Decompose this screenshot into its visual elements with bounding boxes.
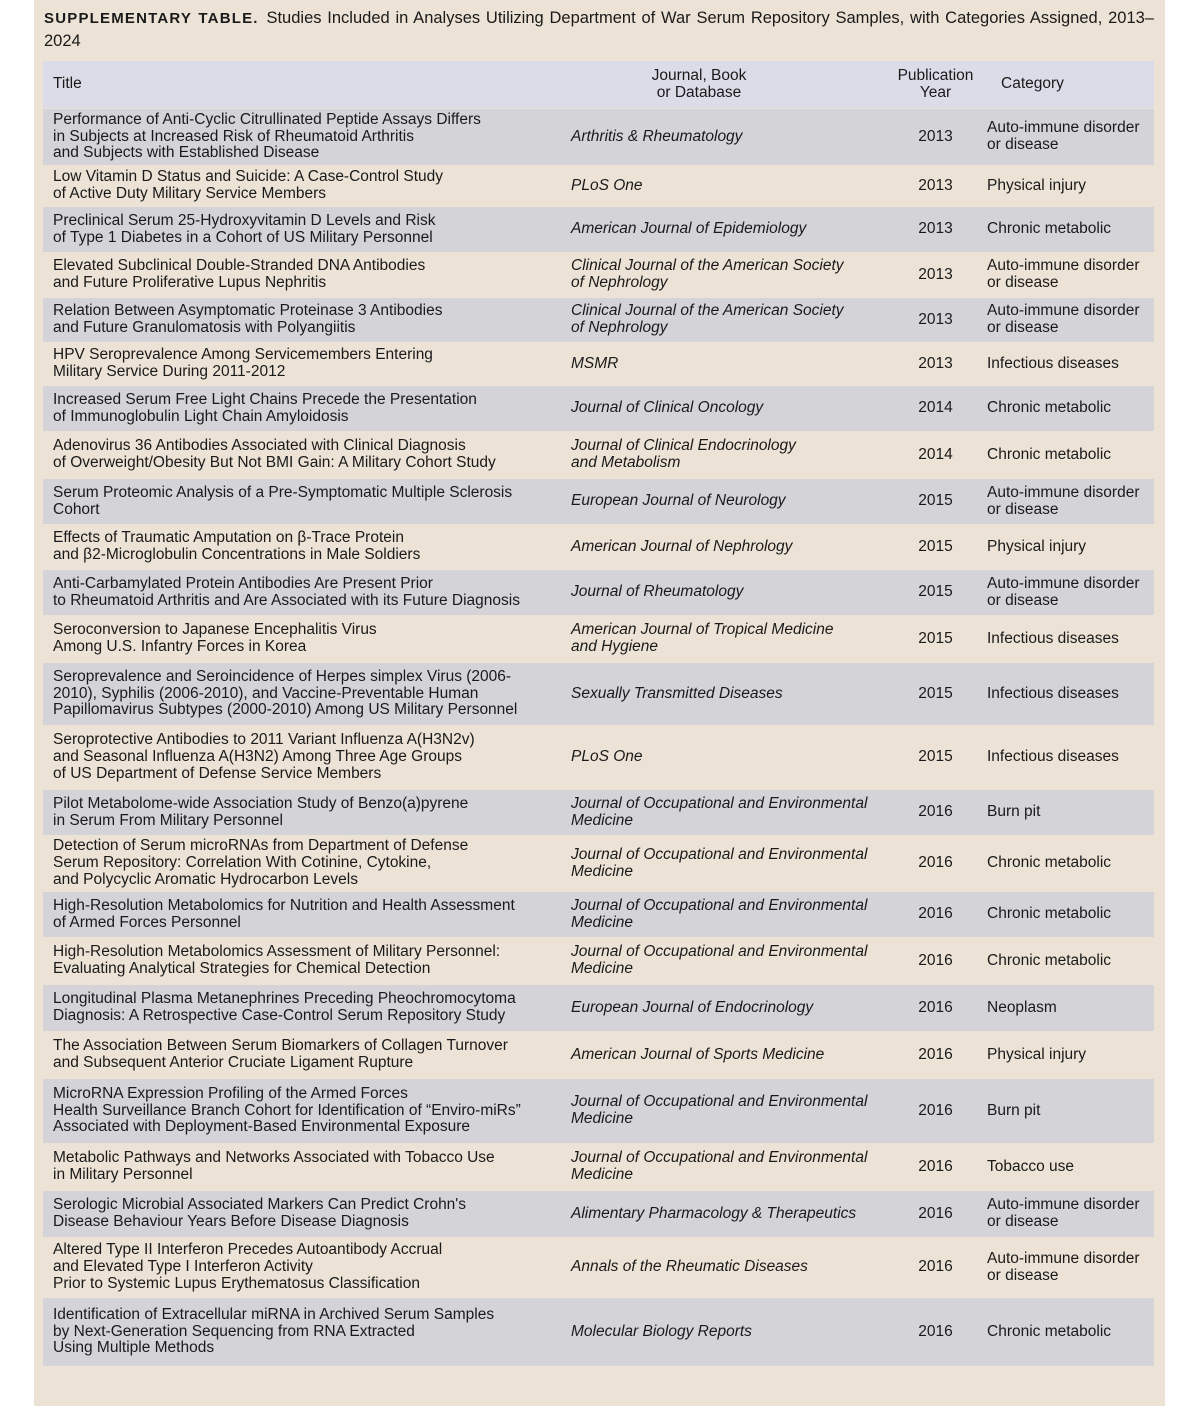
table-row <box>43 938 1154 985</box>
cell-journal: Molecular Biology Reports <box>560 1298 888 1367</box>
cell-category: Chronic metabolic <box>983 432 1154 479</box>
table-header-row <box>43 61 1154 109</box>
cell-category: Burn pit <box>983 790 1154 836</box>
cell-journal: Journal of Occupational and Environmental Medicine <box>560 938 888 985</box>
table-row <box>43 343 1154 386</box>
cell-category: Auto-immune disorder or disease <box>983 1191 1154 1238</box>
cell-journal: Arthritis & Rheumatology <box>560 109 888 166</box>
cell-year: 2016 <box>888 892 983 938</box>
cell-year: 2016 <box>888 1238 983 1298</box>
cell-year: 2015 <box>888 570 983 616</box>
cell-category: Auto-immune disorder or disease <box>983 479 1154 525</box>
table-row <box>43 726 1154 790</box>
cell-year: 2016 <box>888 1144 983 1191</box>
cell-year: 2016 <box>888 1079 983 1144</box>
cell-title: Longitudinal Plasma Metanephrines Preceding Pheochromocytoma Diagnosis: A Retrospective Case-Control Serum Repository Study <box>43 985 560 1032</box>
header-journal <box>560 61 888 109</box>
cell-year: 2015 <box>888 616 983 663</box>
cell-title: Low Vitamin D Status and Suicide: A Case-Control Study of Active Duty Military Service Members <box>43 166 560 207</box>
cell-journal: Journal of Clinical Endocrinology and Metabolism <box>560 432 888 479</box>
cell-year: 2015 <box>888 525 983 570</box>
table-row <box>43 1032 1154 1079</box>
header-journal-label: Journal, Book or Database <box>651 67 747 101</box>
cell-journal: Journal of Occupational and Environmental Medicine <box>560 1144 888 1191</box>
cell-year: 2016 <box>888 790 983 836</box>
table-row <box>43 836 1154 892</box>
cell-journal: European Journal of Endocrinology <box>560 985 888 1032</box>
cell-category: Neoplasm <box>983 985 1154 1032</box>
cell-category: Chronic metabolic <box>983 1298 1154 1367</box>
cell-year: 2013 <box>888 253 983 298</box>
table-row <box>43 790 1154 836</box>
cell-year: 2013 <box>888 166 983 207</box>
table-row <box>43 1191 1154 1238</box>
cell-journal: PLoS One <box>560 166 888 207</box>
cell-title: Seroprotective Antibodies to 2011 Variant Influenza A(H3N2v) and Seasonal Influenza A(H3N2) Among Three Age Groups of US Department of Defense Service Members <box>43 726 560 790</box>
cell-journal: European Journal of Neurology <box>560 479 888 525</box>
cell-journal: American Journal of Nephrology <box>560 525 888 570</box>
cell-category: Chronic metabolic <box>983 836 1154 892</box>
cell-title: High-Resolution Metabolomics Assessment of Military Personnel: Evaluating Analytical Strategies for Chemical Detection <box>43 938 560 985</box>
cell-journal: Annals of the Rheumatic Diseases <box>560 1238 888 1298</box>
cell-journal: Journal of Occupational and Environmental Medicine <box>560 836 888 892</box>
cell-year: 2015 <box>888 663 983 726</box>
table-caption <box>44 7 1154 52</box>
cell-year: 2013 <box>888 207 983 253</box>
cell-journal: Journal of Rheumatology <box>560 570 888 616</box>
cell-title: Adenovirus 36 Antibodies Associated with Clinical Diagnosis of Overweight/Obesity But Not BMI Gain: A Military Cohort Study <box>43 432 560 479</box>
cell-year: 2015 <box>888 479 983 525</box>
table-row <box>43 432 1154 479</box>
cell-year: 2016 <box>888 1298 983 1367</box>
cell-title: MicroRNA Expression Profiling of the Armed Forces Health Surveillance Branch Cohort for Identification of “Enviro-miRs” Associated with Deployment-Based Environmental Exposure <box>43 1079 560 1144</box>
table-row <box>43 386 1154 432</box>
cell-title: Seroconversion to Japanese Encephalitis Virus Among U.S. Infantry Forces in Korea <box>43 616 560 663</box>
cell-category: Auto-immune disorder or disease <box>983 1238 1154 1298</box>
cell-journal: American Journal of Tropical Medicine and Hygiene <box>560 616 888 663</box>
table-row <box>43 892 1154 938</box>
cell-journal: American Journal of Sports Medicine <box>560 1032 888 1079</box>
cell-journal: PLoS One <box>560 726 888 790</box>
cell-year: 2014 <box>888 386 983 432</box>
cell-title: Preclinical Serum 25-Hydroxyvitamin D Levels and Risk of Type 1 Diabetes in a Cohort of US Military Personnel <box>43 207 560 253</box>
cell-category: Chronic metabolic <box>983 207 1154 253</box>
table-row <box>43 1298 1154 1367</box>
table-row <box>43 616 1154 663</box>
table-row <box>43 109 1154 166</box>
cell-title: High-Resolution Metabolomics for Nutrition and Health Assessment of Armed Forces Personnel <box>43 892 560 938</box>
cell-title: Metabolic Pathways and Networks Associated with Tobacco Use in Military Personnel <box>43 1144 560 1191</box>
cell-year: 2016 <box>888 938 983 985</box>
cell-journal: Journal of Occupational and Environmental Medicine <box>560 892 888 938</box>
cell-title: Seroprevalence and Seroincidence of Herpes simplex Virus (2006- 2010), Syphilis (2006-2010), and Vaccine-Preventable Human Papillomavirus Subtypes (2000-2010) Among US Military Personnel <box>43 663 560 726</box>
caption-lead: SUPPLEMENTARY TABLE. <box>44 10 259 27</box>
cell-year: 2013 <box>888 343 983 386</box>
table-row <box>43 525 1154 570</box>
cell-year: 2014 <box>888 432 983 479</box>
cell-year: 2013 <box>888 109 983 166</box>
cell-title: Anti-Carbamylated Protein Antibodies Are Present Prior to Rheumatoid Arthritis and Are Associated with its Future Diagnosis <box>43 570 560 616</box>
cell-category: Auto-immune disorder or disease <box>983 109 1154 166</box>
table-row <box>43 479 1154 525</box>
cell-year: 2013 <box>888 298 983 343</box>
supplementary-table-panel <box>34 0 1165 1406</box>
cell-category: Burn pit <box>983 1079 1154 1144</box>
cell-title: Serum Proteomic Analysis of a Pre-Symptomatic Multiple Sclerosis Cohort <box>43 479 560 525</box>
cell-title: Effects of Traumatic Amputation on β-Trace Protein and β2-Microglobulin Concentrations in Male Soldiers <box>43 525 560 570</box>
table-row <box>43 663 1154 726</box>
cell-year: 2016 <box>888 1032 983 1079</box>
header-year <box>888 61 983 109</box>
header-category <box>983 61 1154 109</box>
table-row <box>43 298 1154 343</box>
cell-category: Auto-immune disorder or disease <box>983 570 1154 616</box>
header-category-label: Category <box>1001 75 1064 93</box>
cell-title: Increased Serum Free Light Chains Precede the Presentation of Immunoglobulin Light Chain Amyloidosis <box>43 386 560 432</box>
caption-text: Studies Included in Analyses Utilizing Department of War Serum Repository Samples, with Categories Assigned, 2013–2024 <box>44 9 1154 50</box>
cell-journal: Journal of Clinical Oncology <box>560 386 888 432</box>
table-row <box>43 207 1154 253</box>
cell-category: Chronic metabolic <box>983 892 1154 938</box>
cell-journal: Journal of Occupational and Environmental Medicine <box>560 790 888 836</box>
table-row <box>43 1238 1154 1298</box>
cell-category: Infectious diseases <box>983 343 1154 386</box>
cell-title: Serologic Microbial Associated Markers Can Predict Crohn's Disease Behaviour Years Before Disease Diagnosis <box>43 1191 560 1238</box>
cell-title: The Association Between Serum Biomarkers of Collagen Turnover and Subsequent Anterior Cruciate Ligament Rupture <box>43 1032 560 1079</box>
cell-title: Relation Between Asymptomatic Proteinase 3 Antibodies and Future Granulomatosis with Polyangiitis <box>43 298 560 343</box>
cell-year: 2016 <box>888 985 983 1032</box>
cell-year: 2015 <box>888 726 983 790</box>
cell-journal: Sexually Transmitted Diseases <box>560 663 888 726</box>
cell-journal: MSMR <box>560 343 888 386</box>
cell-journal: Clinical Journal of the American Society of Nephrology <box>560 253 888 298</box>
cell-year: 2016 <box>888 836 983 892</box>
cell-title: Pilot Metabolome-wide Association Study of Benzo(a)pyrene in Serum From Military Personnel <box>43 790 560 836</box>
cell-category: Physical injury <box>983 166 1154 207</box>
table-row <box>43 166 1154 207</box>
cell-category: Infectious diseases <box>983 726 1154 790</box>
header-title <box>43 61 560 109</box>
table-row <box>43 1079 1154 1144</box>
cell-category: Physical injury <box>983 1032 1154 1079</box>
table-row <box>43 985 1154 1032</box>
cell-title: HPV Seroprevalence Among Servicemembers Entering Military Service During 2011-2012 <box>43 343 560 386</box>
cell-category: Infectious diseases <box>983 663 1154 726</box>
header-year-label: Publication Year <box>897 67 974 101</box>
cell-category: Physical injury <box>983 525 1154 570</box>
cell-category: Auto-immune disorder or disease <box>983 298 1154 343</box>
cell-title: Altered Type II Interferon Precedes Autoantibody Accrual and Elevated Type I Interferon Activity Prior to Systemic Lupus Erythematosus Classification <box>43 1238 560 1298</box>
cell-category: Tobacco use <box>983 1144 1154 1191</box>
header-title-label: Title <box>53 75 82 93</box>
cell-title: Elevated Subclinical Double-Stranded DNA Antibodies and Future Proliferative Lupus Nephritis <box>43 253 560 298</box>
cell-journal: American Journal of Epidemiology <box>560 207 888 253</box>
studies-table <box>43 61 1154 1367</box>
table-row <box>43 253 1154 298</box>
cell-category: Chronic metabolic <box>983 938 1154 985</box>
cell-title: Detection of Serum microRNAs from Department of Defense Serum Repository: Correlation With Cotinine, Cytokine, and Polycyclic Aromatic Hydrocarbon Levels <box>43 836 560 892</box>
cell-journal: Journal of Occupational and Environmental Medicine <box>560 1079 888 1144</box>
table-row <box>43 570 1154 616</box>
cell-title: Performance of Anti-Cyclic Citrullinated Peptide Assays Differs in Subjects at Increased Risk of Rheumatoid Arthritis and Subjects with Established Disease <box>43 109 560 166</box>
cell-title: Identification of Extracellular miRNA in Archived Serum Samples by Next-Generation Sequencing from RNA Extracted Using Multiple Methods <box>43 1298 560 1367</box>
cell-category: Auto-immune disorder or disease <box>983 253 1154 298</box>
cell-year: 2016 <box>888 1191 983 1238</box>
cell-category: Infectious diseases <box>983 616 1154 663</box>
cell-category: Chronic metabolic <box>983 386 1154 432</box>
cell-journal: Alimentary Pharmacology & Therapeutics <box>560 1191 888 1238</box>
table-row <box>43 1144 1154 1191</box>
cell-journal: Clinical Journal of the American Society of Nephrology <box>560 298 888 343</box>
